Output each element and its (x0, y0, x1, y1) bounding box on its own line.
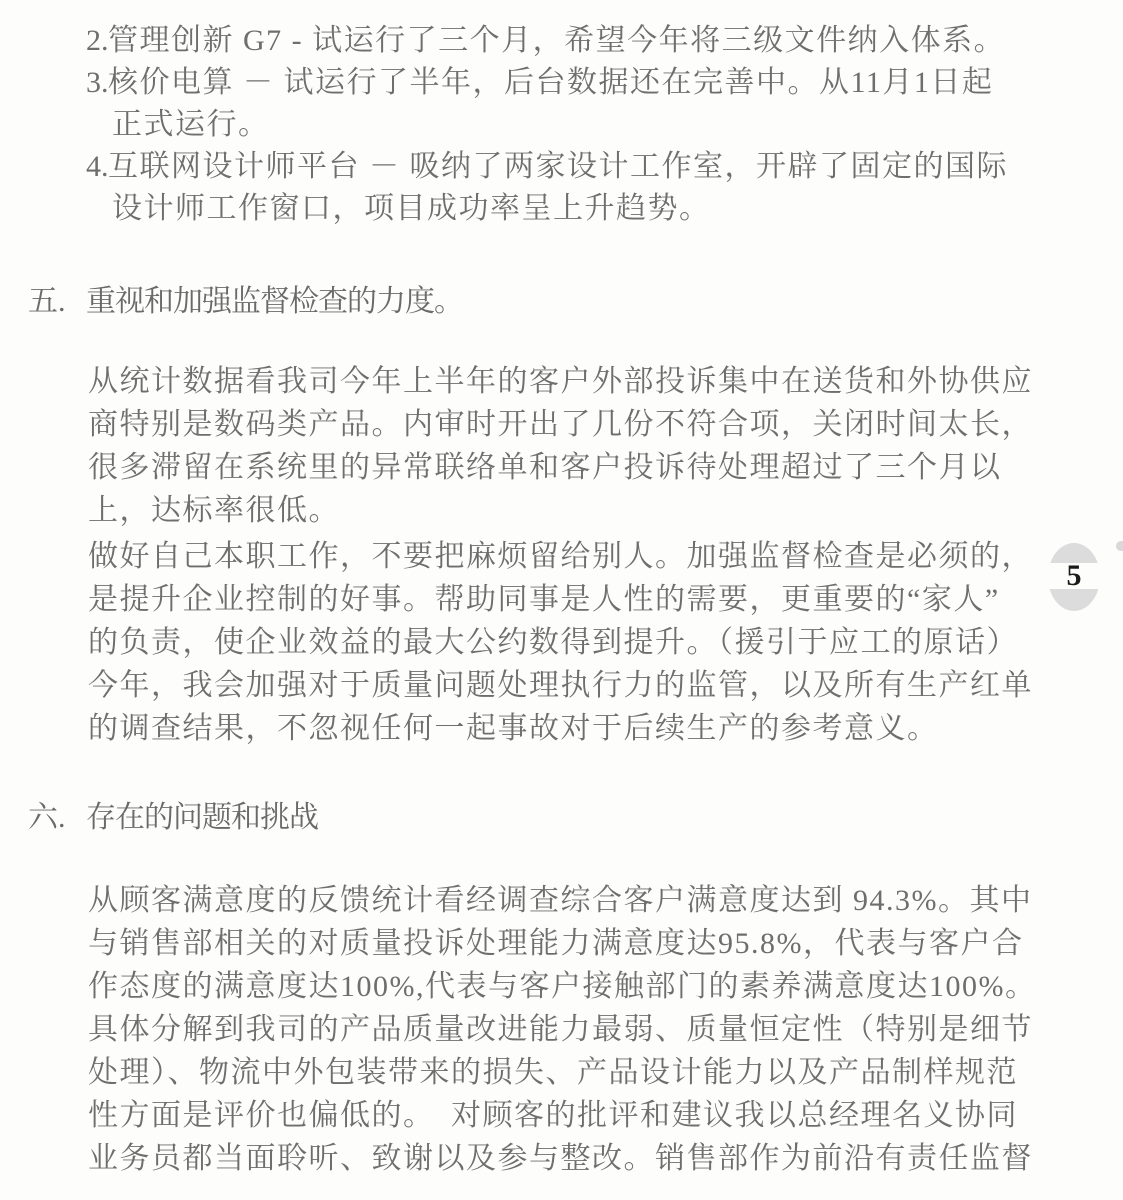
section-heading-five (28, 280, 1123, 324)
paragraph-line: 从顾客满意度的反馈统计看经调查综合客户满意度达到 94.3%。其中 (88, 884, 1033, 917)
section-number: 五. (28, 285, 66, 318)
list-item-text: 管理创新 G7 - 试运行了三个月，希望今年将三级文件纳入体系。 (108, 24, 1006, 57)
paragraph-line: 性方面是评价也偏低的。 对顾客的批评和建议我以总经理名义协同 (88, 1099, 1018, 1132)
paragraph-line: 处理）、物流中外包装带来的损失、产品设计能力以及产品制样规范 (88, 1056, 1018, 1089)
scan-edge-artifact (1116, 541, 1123, 551)
paragraph-line: 的调查结果，不忽视任何一起事故对于后续生产的参考意义。 (88, 712, 939, 745)
list-item (86, 20, 1123, 62)
paragraph (88, 360, 1123, 532)
list-item-text: 互联网设计师平台 － 吸纳了两家设计工作室，开辟了固定的国际 (108, 150, 1008, 183)
page-number-badge (1048, 543, 1100, 611)
paragraph-line: 的负责，使企业效益的最大公约数得到提升。（援引于应工的原话） (88, 626, 1018, 659)
paragraph-line: 与销售部相关的对质量投诉处理能力满意度达95.8%，代表与客户合 (88, 927, 1024, 960)
page-number-band (1045, 559, 1103, 592)
section-title: 存在的问题和挑战 (86, 801, 318, 834)
paragraph-line: 很多滞留在系统里的异常联络单和客户投诉待处理超过了三个月以 (88, 451, 1002, 484)
paragraph-line: 上，达标率很低。 (88, 494, 340, 527)
paragraph-line: 业务员都当面聆听、致谢以及参与整改。销售部作为前沿有责任监督 (88, 1142, 1033, 1175)
paragraph-line: 今年，我会加强对于质量问题处理执行力的监管，以及所有生产红单 (88, 669, 1033, 702)
section-number: 六. (28, 801, 66, 834)
numbered-list (86, 20, 1123, 230)
paragraph (88, 879, 1123, 1180)
section-heading-six (28, 796, 1123, 840)
list-item-continuation: 设计师工作窗口，项目成功率呈上升趋势。 (112, 192, 711, 225)
list-item (86, 146, 1123, 188)
paragraph (88, 535, 1123, 750)
page-number: 5 (1066, 559, 1082, 592)
paragraph-line: 具体分解到我司的产品质量改进能力最弱、质量恒定性（特别是细节 (88, 1013, 1033, 1046)
list-item-number: 3. (86, 66, 109, 99)
list-item-text: 核价电算 － 试运行了半年，后台数据还在完善中。从11月1日起 (108, 66, 994, 99)
list-item (86, 62, 1123, 104)
list-item-number: 2. (86, 24, 109, 57)
list-item-number: 4. (86, 150, 109, 183)
section-title: 重视和加强监督检查的力度。 (86, 285, 463, 318)
paragraph-line: 是提升企业控制的好事。帮助同事是人性的需要，更重要的“家人” (88, 583, 1000, 616)
paragraph-line: 从统计数据看我司今年上半年的客户外部投诉集中在送货和外协供应 (88, 365, 1033, 398)
paragraph-line: 作态度的满意度达100%,代表与客户接触部门的素养满意度达100%。 (88, 970, 1037, 1003)
list-item-continuation: 正式运行。 (112, 108, 270, 141)
paragraph-line: 做好自己本职工作，不要把麻烦留给别人。加强监督检查是必须的， (88, 540, 1033, 573)
paragraph-line: 商特别是数码类产品。内审时开出了几份不符合项，关闭时间太长， (88, 408, 1033, 441)
